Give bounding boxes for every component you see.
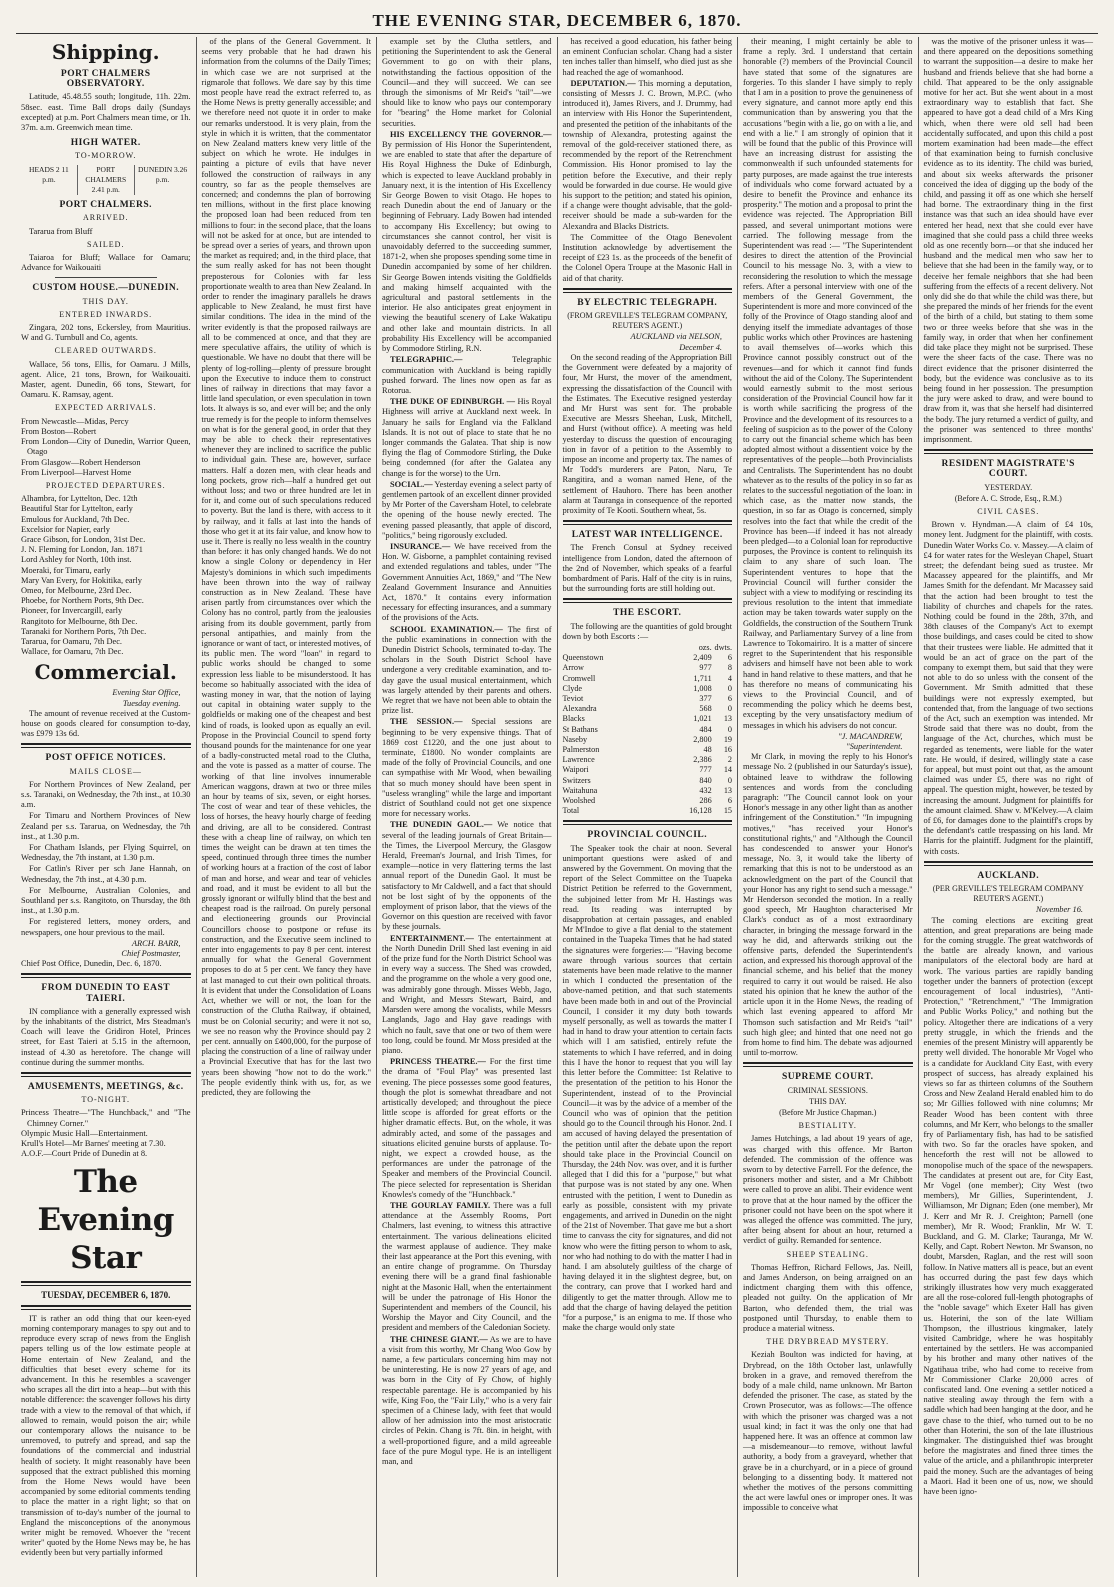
escort-table — [563, 643, 733, 816]
escort-dwts: 14 — [723, 765, 732, 775]
escort-place: Blacks — [562, 714, 585, 724]
projected-item: Mary Van Every, for Hokitika, early — [21, 575, 142, 585]
news-item-body: By permission of His Honor the Superintendent, we are enabled to state that after the departure of His Royal Highness the Duke of Edinburgh, which is expected to leave Auckland probably in January next, it is the intention of His Excellency Sir George Bowen to visit Otago. He hopes to reach Dunedin about the end of January or the beginning of February. Lady Bowen had intended to accompany His Excellency; but owing to circumstances she cannot control, her visit is unavoidably deferred to the succeeding summer, 1871-2, when she proposes spending some time in Dunedin accompanied by some of her children. Sir George Bowen intends visiting the Goldfields and making himself acquainted with the agricultural and pastoral settlements in the interior. He also anticipates great enjoyment in viewing the beautiful scenery of Lake Wakatipu and other lake and mountain districts. In all probability His Excellency will be accompanied by Commodore Stirling, R.N. — [382, 140, 552, 354]
observatory-text: Latitude, 45.48.55 south; longitude, 11h. 22m. 58sec. east. Time Ball drops daily (Sundays excepted) at p.m. Port Chalmers mean time, or 1h. 37m. a.m. Greenwich mean time. — [21, 92, 191, 133]
news-item-body: The first of the public examinations in connection with the Dunedin District Schools, terminated to-day. The scholars in the South District School have undergone a very creditable examination, and to-day gave the usual musical entertainment, which was largely attended by their parents and others. We regret that we have not been able to obtain the prize list. — [382, 624, 552, 716]
telegraph-place: AUCKLAND via NELSON, — [630, 332, 722, 342]
divider — [21, 1305, 191, 1310]
escort-place: Waipori — [562, 765, 589, 775]
news-item — [382, 820, 552, 932]
escort-ozs: 2,409 — [693, 653, 712, 663]
escort-dwts: 13 — [723, 714, 732, 724]
projected-item: Lord Ashley for North, 10th inst. — [21, 555, 132, 565]
news-item-lead: HIS EXCELLENCY THE GOVERNOR.— — [390, 129, 552, 139]
post-item: For Catlin's River per sch Jane Hannah, on Wednesday, the 7th inst., at 4.30 p.m. — [21, 864, 191, 884]
divider — [21, 1072, 191, 1077]
escort-row — [563, 796, 733, 806]
divider — [21, 743, 191, 748]
news-item-body: As we are to have a visit from this worthy, Mr Chang Woo Gow by name, a few particulars concerning him may not be uninteresting. He is now 27 years of age, and was born in the City of Fy Chow, of highly respectable parentage. He is accompanied by his wife, King Foo, the "Fair Lily," who is a very fair specimen of a Chinese lady, with feet that would allow of her admission into the most aristocratic circles of Pekin. Chang is 7ft. 8in. in height, with a well-proportioned figure, and a mild agreeable face of the pure Mogul type. He is an intelligent man, and — [382, 1334, 552, 1467]
escort-row — [563, 684, 733, 694]
escort-ozs: 1,008 — [693, 683, 712, 693]
tide-table — [21, 165, 191, 196]
projected-item: Phoebe, for Northern Ports, 9th Dec. — [21, 596, 144, 606]
escort-place: Woolshed — [562, 796, 596, 806]
divider — [924, 449, 1094, 454]
escort-ozs: 2,386 — [693, 755, 712, 765]
column-4 — [558, 37, 739, 1577]
post-item: For Timaru and Northern Provinces of New Zealand per s.s. Tararua, on Wednesday, the 7th inst., at 1.30 p.m. — [21, 811, 191, 841]
news-item-body: The entertainment at the North Dunedin Drill Shed last evening in aid of the prize fund for the North District School was in every way a success. The Shed was crowded, and the programme on the whole a very good one, was admirably gone through. Misses Webb, Jago, and Wright, and Messrs Stewart, Baird, and Marsden were among the vocalists, while Messrs Langlands, Jago and Hay gave readings with which no fault, save that one or two of them were too long, could be found. Mr Moss presided at the piano. — [382, 933, 552, 1055]
amusement-item: Princess Theatre—"The Hunchback," and "The Chimney Corner." — [21, 1108, 191, 1128]
page-masthead: THE EVENING STAR, DECEMBER 6, 1870. — [372, 11, 742, 30]
news-item — [382, 355, 552, 396]
column-3 — [377, 37, 558, 1577]
benevolent-notice: The Committee of the Otago Benevolent Institution acknowledge by advertisement the receipt of £23 1s. as the proceeds of the benefit of the Colonel Opera Troupe at the Masonic Hall in aid of that charity. — [562, 232, 732, 283]
magistrate-label: (Before A. C. Strode, Esq., R.M.) — [954, 493, 1062, 503]
customs-heading: CUSTOM HOUSE.—DUNEDIN. — [32, 283, 180, 294]
amusement-item: A.O.F.—Court Pride of Dunedin at 8. — [21, 1149, 148, 1159]
sailed-text: Taiaroa for Bluff; Wallace for Oamaru; Advance for Waikouaiti — [21, 253, 191, 273]
tonight-label: TO-NIGHT. — [81, 1095, 130, 1105]
commercial-title: Commercial. — [34, 660, 177, 685]
tide-dunedin: DUNEDIN 3.26 p.m. — [137, 164, 188, 184]
amusement-item: Krull's Hotel—Mr Barnes' meeting at 7.30. — [21, 1139, 166, 1149]
column-2 — [197, 37, 378, 1577]
case-text-continued: was the motive of the prisoner unless it was—and there appeared on the depositions something to warrant the supposition—a desire to make her husband and friends believe that she had borne a child. That appeared to be the only assignable motive for her act. But she went about in a most extraordinary way to establish that fact. She appeared to have got a dead child of a Mrs King which, when there were old sell had been accidentally suffocated, and upon this child a post mortem examination had been made—the effect of that examination being to furnish conclusive evidence as to its identity. The child was buried, and about six weeks afterwards the prisoner conceived the idea of digging up the body of the child, and passing it off as one which she herself had borne. The extraordinary thing in the first instance was that such an idea should have ever entered her head, next that she could ever have imagined that she could pass a child three weeks old as one recently born—or that she induced her husband and the medical men who saw her to believe that she had been in the family way, or to deceive her female neighbors that she had been suffering from the effects of a recent delivery. Not only did she do that while the child was there, but she prepared the minds of her friends for the event of the birth of a child, but stating to them some two or three weeks before that she was in the family way, in order that when her confinement did take place they might not be surprised. These were the sheer facts of the case. There was no direct evidence that the prisoner disinterred the body, but the evidence was conclusive as to its being found in her possession. The presumption the jury were asked to draw, and were bound to draw from it, was that she herself had disinterred the body. The jury returned a verdict of guilty, and the prisoner was sentenced to three months' imprisonment. — [923, 37, 1093, 444]
provincial-council-heading: PROVINCIAL COUNCIL. — [587, 830, 708, 841]
escort-dwts: 19 — [723, 734, 732, 744]
projected-item: Rangitoto for Melbourne, 8th Dec. — [21, 616, 138, 626]
escort-place: Palmerston — [562, 745, 600, 754]
escort-row — [563, 704, 733, 714]
projected-item: Grace Gibson, for London, 31st Dec. — [21, 534, 146, 544]
escort-intro: The following are the quantities of gold brought down by both Escorts :— — [562, 621, 732, 641]
escort-place: Clyde — [562, 683, 583, 693]
expected-item: From Liverpool—Harvest Home — [21, 467, 132, 477]
editorial-continued: of the plans of the General Government. It seems very probable that he had drawn his information from the columns of the Daily Times; in which case we are not surprised at the rigmarole that follows. We dare say by this time most people have read the extract referred to, as the Home News is pretty generally accessible; and we therefore need not quote it in order to make our remarks understood. It is very plain, from the style in which it is written, that the commentator on New Zealand matters knew very little of the subject on which he wrote. He indulges in painting a picture of evils that have never followed the construction of railways in any country, so far as the people themselves are concerned; and condemns the plan of borrowing ten millions, without in the first place knowing the proposed loan had been reduced from ten millions to four: in the second place, that the loans will not be asked for at once, but are intended to be spread over a series of years, and thrown upon the market as required; and, in the third place, that the sum really asked for has not been thought preposterous for Colonies with far less proportionate wealth to area than New Zealand. In order to render the imaginary parallels he draws applicable to New Zealand, he must first have similar conditions. The idea in the mind of the writer evidently is that the proposed railways are all to be commenced at once, and that they are mere speculative affairs, the utility of which is questionable. We have no doubt that there will be plenty of log-rolling—plenty of pressure brought upon the Executive to induce them to construct lines of railway in directions that may favor a little land speculation, or even speculation in town lots. It always is so, and ever will be; and the only true remedy is for the people to inform themselves on what is for the general good, in order that they may be able to check their representatives whenever they are inclined to sacrifice the public to individual gain. These are, however, surface matters. Half a dozen men, with clear heads and long pockets, grow rich—half a hundred get out without loss; and two or three hundred are let in for it, and come out of such speculations reduced to poverty. But the land is there, with access to it by railway, and it falls at last into the hands of those who get it at its fair value, and know how to use it. There is really no less wealth in the country than before: it has only changed hands. We do not know a single Colony or dependency in Her Majesty's dominions in which such impediments have been thrown into the way of railway construction as in New Zealand. These have arisen partly from circumstances over which the Colony has no control, partly from the jealousies arising from its double government, partly from personal antipathies, and mainly from the ignorance or want of tact, or interested motives, of its public men. The word "loan" in regard to public works should be changed to some expression less liable to be misunderstood. It has become so habitually associated with the idea of wasting money in war, that the notion of laying out capital in obtaining water supply to the goldfields or making one of the cheapest and best kind of roads, is looked upon as equally an evil. Propose in the Provincial Council to spend forty thousand pounds for the maintenance for one year of a badly-constructed metal road to the Clutha, and the vote is passed as a matter of course. The working of that line involves innumerable American waggons, drawn at two or three miles an hour by teams of six, seven, or eight horses. The cost of wear and tear of these vehicles, the loss of horses, the heavy hourly charge of feeding and driving, are all to be considered. Contrast these with a cheap line of railway, on which ten times the weight can be drawn at ten times the speed, continued through three times the number of working hours at a fraction of the cost of labor of man and horse, and wear and tear of vehicles and road, and it must be evident to all but the grossly ignorant or wilfully blind that the best and cheapest road is the railroad. On purely personal and electioneering grounds our Provincial Councillors choose to postpone or refuse its construction, and the Executive seem inclined to enter into engagements to pay 8 per cent. interest annually for what the General Government proposes to do at 5 per cent. We fancy they have at last managed to cut their own political throats. It is evident that under the Consolidation of Loans Act, whether we will or not, the loan for the construction of the Clutha Railway, if obtained, must be on Colonial security; and were it not so, we see no reason why the Province should pay 2 per cent. annually on £400,000, for the purpose of placing the construction of a line of railway under a Provincial Executive that has for the last two years been showing "how not to do the work." The people evidently think with us, for, as we predicted, they are following the — [201, 37, 371, 1097]
news-item-body: We have received from the Hon. W. Gisborne, a pamphlet containing revised and extended regulations and tables, under "The Government Annuities Act, 1869," and "The New Zealand Government Insurance and Annuities Act, 1870." It contains every information necessary for effecting insurances, and a summary of the provisions of the Acts. — [382, 541, 552, 623]
shipping-title: Shipping. — [51, 40, 160, 64]
news-item-lead: THE GOURLAY FAMILY. — [390, 1200, 491, 1210]
amusements-heading: AMUSEMENTS, MEETINGS, &c. — [27, 1082, 184, 1093]
civil-cases-text: Brown v. Hyndman.—A claim of £4 10s, money lent. Judgment for the plaintiff, with costs. Dunedin Water Works Co. v. Massey.—A claim of £4 for water rates for the Wesleyan Chapel, Stuart street; the defendant being sued as trustee. Mr Macassey appeared for the plaintiffs, and Mr James Smith for the defendant. Mr Macassey said that the action had been brought to test the liability of churches and chapels for the rates. Nothing could be found in the 28th, 37th, and 38th clauses of the Company's Act to exempt those buildings, and cases could be cited to show that their trustees were liable. He admitted that it would be an act of grace on the part of the company to exempt them, but said that they were not able to do so unless with the consent of the Government. Mr Smith admitted that these buildings were not expressly exempted, but contended that, from the language of two sections of the Act, such an exemption was intended. Mr Strode said that there was no doubt, from the language of the Act, churches, which must be regarded as tenements, were liable for the water rate. He would, if desired, willingly state a case for appeal, but must point out that, as the amount claimed was under £5, there was no right of appeal. The question might, however, be tested by increasing the amount. Judgment for plaintiffs for the amount claimed. Shaw v. M'Kelvey.—A claim of £6, for damages done to the plaintiff's crops by the defendant's cattle trespassing on his land. Mr Harris for the plaintiff. Judgment for the plaintiff, with costs. — [923, 520, 1093, 856]
divider — [55, 277, 157, 278]
escort-ozs: 377 — [699, 693, 712, 703]
news-item — [382, 934, 552, 1056]
escort-place: Waitahuna — [562, 785, 598, 795]
telegraph-date: December 4. — [679, 342, 722, 352]
telegraph-heading: BY ELECTRIC TELEGRAPH. — [577, 297, 718, 308]
escort-row — [563, 714, 733, 724]
post-item: For registered letters, money orders, and newspapers, one hour previous to the mail. — [21, 917, 191, 937]
escort-ozs: 432 — [699, 785, 712, 795]
war-text: The French Consul at Sydney received intelligence from London, dated the afternoon of the 2nd of November, which speaks of a fearful bombardment of Paris. Half of the city is in ruins, but the surrounding forts are still holding out. — [562, 543, 732, 594]
news-item-lead: TELEGRAPHIC.— — [390, 355, 463, 365]
column-5 — [738, 37, 919, 1577]
escort-dwts: 0 — [727, 683, 732, 693]
escort-place: St Bathans — [562, 724, 598, 734]
escort-ozs: 777 — [699, 765, 712, 775]
escort-row — [563, 725, 733, 735]
editorial-end: example set by the Clutha settlers, and petitioning the Superintendent to ask the General Government to go on with their plans, notwithstanding the factious opposition of the Council—and they will succeed. We can see through the simonisms of Mr Reid's "tail"—we should like to know who pays our contemporary for "bearing" the Home market for Colonial securities. — [382, 37, 552, 128]
editorial-text: IT is rather an odd thing that our keen-eyed morning contemporary manages to spy out and to reproduce every scrap of news from the English papers telling us of the low estimate people at Home entertain of New Zealand, and the difficulties that beset every scheme for its advancement. In this he resembles a scavenger who scrapes all the dirt into a heap—but with this notable difference: the scavenger follows his dirty trade with a view to the removal of that which, if allowed to remain, would poison the air; while our contemporary allows the nuisance to be unremoved, to putrefy and spread, and sap the foundations of the commercial and industrial health of society. It might reasonably have been supposed that the extract published this morning from the Home News would have been accompanied by some editorial comments tending to place the matter in a right light; so that on transmission of to-day's number of the journal to England the misconceptions of the anonymous writer might be removed. Whoever the "recent writer" quoted by the Home News may be, he has evidently been but very partially informed — [21, 1313, 191, 1558]
projected-item: J. N. Fleming for London, Jan. 1871 — [21, 545, 143, 555]
case-text: Keziah Boulton was indicted for having, at Drybread, on the 18th October last, unlawfully broken in a grave, and removed therefrom the body of a male child, name unknown. Mr Barton defended the prisoner. The case, as stated by the Crown Prosecutor, was as follows:—The offence with which the prisoner was charged was a not usual kind; in fact it was the only one that had happened here. It was an offence at common law—a misdemeanour—to remove, without lawful authority, a body from a graveyard, whether that grave be in a churchyard, or in a piece of ground belonging to a dissenting body. It mattered not whether the motives of the persons committing the act were lawful ones or improper ones. It was impossible to conceive what — [743, 1350, 913, 1513]
escort-dwts: 6 — [727, 693, 732, 703]
news-item-body: We notice that several of the leading journals of Great Britain—the Times, the Liverpool Mercury, the Glasgow Herald, Freeman's Journal, and Irish Times, for example—notice in very flattering terms the last annual report of the Dunedin Gaol. It must be satisfactory to Mr Caldwell, and a fact that should not be lost sight of by the opponents of the employment of prison labor, that the views of the Governor on this question are received with favor by these journals. — [382, 820, 552, 932]
news-item — [382, 1201, 552, 1334]
escort-place: Cromwell — [562, 673, 596, 683]
escort-dwts: 16 — [723, 745, 732, 754]
escort-place: Switzers — [562, 775, 591, 785]
escort-row — [563, 755, 733, 765]
tide-port-chalmers: PORT CHALMERS 2.41 p.m. — [78, 165, 135, 196]
editorial-date: TUESDAY, DECEMBER 6, 1870. — [41, 1290, 171, 1301]
escort-place: Naseby — [562, 734, 588, 744]
news-item-body: For the first time the drama of "Foul Play" was presented last evening. The piece possesses some good features, though the plot is somewhat threadbare and not artistically developed; and throughout the piece little scope is afforded for great efforts or the higher dramatic effects. But, on the whole, it was admirably acted, and some of the passages and situations elicited genuine bursts of applause. To-night, we expect a crowded house, as the performances are under the patronage of the Speaker and members of the Provincial Council. The piece selected for representation is Sheridan Knowles's comedy of the "Hunchback." — [382, 1057, 552, 1199]
escort-row — [563, 663, 733, 673]
column-6 — [919, 37, 1099, 1577]
escort-row — [563, 735, 733, 745]
escort-ozs: 48 — [703, 745, 712, 754]
escort-total-ozs: 16,128 — [689, 806, 712, 816]
sailed-label: SAILED. — [87, 239, 125, 249]
this-day-label: THIS DAY. — [809, 1096, 847, 1106]
news-item-lead: SCHOOL EXAMINATION.— — [390, 624, 503, 634]
criminal-sessions-label: CRIMINAL SESSIONS. — [787, 1085, 868, 1095]
escort-dwts: 0 — [727, 775, 732, 785]
taieri-text: IN compliance with a generally expressed wish by the inhabitants of the district, Mrs Steadman's Coach will leave the Gridiron Hotel, Princes street, for East Taieri at 5.15 in the afternoon, instead of 4.30 as heretofore. The change will continue during the summer months. — [21, 1006, 191, 1067]
escort-place: Lawrence — [562, 755, 595, 765]
news-item-lead: THE DUKE OF EDINBURGH. — — [390, 397, 516, 407]
news-item-body: This morning a deputation, consisting of Messrs J. C. Brown, M.P.C. (who introduced it), James Rivers, and J. Drummy, had an interview with His Honor the Superintendent, and presented the petition of the inhabitants of the township of Alexandra, protesting against the removal of the gold-receiver stationed there, as recommended by the report of the Retrenchment Commission. His Honor promised to lay the petition before the Executive, and their reply would be forwarded in due course. He would give his support to the petition; and stated his opinion, if a change were thought advisable, that the gold-receiver should be made a sub-warden for the Alexandra and Blacks Districts. — [562, 78, 732, 231]
escort-total-label: Total — [562, 806, 580, 816]
case-text: Thomas Heffron, Richard Fellows, Jas. Neill, and James Anderson, on being arraigned on an indictment charging them with this offence, pleaded not guilty. On the application of Mr Barton, who defended them, the trial was postponed until Thursday, to enable them to produce a material witness. — [743, 1262, 913, 1333]
projected-item: Tararua, for Oamaru, 7th Dec. — [21, 636, 123, 646]
escort-ozs: 1,711 — [693, 673, 712, 683]
column-1 — [16, 37, 197, 1577]
cleared-label: CLEARED OUTWARDS. — [54, 346, 157, 356]
escort-dwts: 6 — [727, 653, 732, 663]
postmaster-title: Chief Postmaster, — [121, 949, 181, 959]
auckland-date: November 16. — [1036, 905, 1083, 915]
escort-heading: THE ESCORT. — [613, 608, 682, 619]
escort-place: Arrow — [562, 663, 584, 673]
post-item: For Melbourne, Australian Colonies, and Southland per s.s. Rangitoto, on Thursday, the 8th inst., at 1.30 p.m. — [21, 885, 191, 916]
council-debate-text: Mr Clark, in moving the reply to his Honor's message No. 2 (published in our Saturday's issue), obtained leave to withdraw the following sentences and words from the concluding paragraph: "The Council cannot look on your Honor's message in any other light than as another infringement of the Constitution." "In impugning motives," "has received your Honor's constitutional rights," and "Although the Council has condescended to answer your Honor's message, No. 3, it would take the liberty of remarking that this is not to be understood as an acknowledgment on the part of the Council that your Honor has any right to send such a message." Mr Henderson seconded the motion. In a really good speech, Mr Haughton characterised Mr Clark's conduct as of a most extraordinary character, in bringing the message forward in the way he did, and afterwards striking out the offensive parts, defended the Superintendent's action, and expressed his thorough approval of the financial scheme, and his belief that the money required to carry it out would be raised. He also stated his opinion that he knew the author of the article upon it in the Home News, the reading of which last evening appeared to afford Mr Thomson such satisfaction and Mr Reid's "tail" such high glee; and hinted that one need not go from home to find him. The debate was adjourned until to-morrow. — [743, 752, 913, 1058]
judge-label: (Before Mr Justice Chapman.) — [779, 1107, 877, 1117]
commercial-text: The amount of revenue received at the Custom-house on goods cleared for consumption to-day, was £979 13s 6d. — [21, 708, 191, 739]
escort-dwts: 13 — [723, 785, 732, 795]
observatory-heading: PORT CHALMERS OBSERVATORY. — [60, 69, 151, 90]
news-item-lead: ENTERTAINMENT.— — [390, 933, 474, 943]
projected-item: Excelsior for Napier, early — [21, 524, 110, 534]
escort-dwts: 4 — [727, 673, 732, 683]
news-item — [382, 480, 552, 541]
resident-magistrate-heading: RESIDENT MAGISTRATE'S COURT. — [941, 459, 1075, 480]
this-day-label: THIS DAY. — [82, 296, 129, 306]
entered-label: ENTERED INWARDS. — [59, 309, 153, 319]
supreme-court-heading: SUPREME COURT. — [782, 1072, 874, 1083]
mails-close-label: MAILS CLOSE— — [69, 766, 142, 776]
masthead-rule — [16, 33, 1098, 34]
divider — [563, 520, 733, 525]
news-item — [382, 542, 552, 624]
projected-item: Omeo, for Melbourne, 23rd Dec. — [21, 585, 132, 595]
port-heading: PORT CHALMERS. — [59, 200, 153, 211]
news-item — [382, 1335, 552, 1468]
escort-ozs: 484 — [699, 724, 712, 734]
news-item — [382, 717, 552, 819]
case-heading: BESTIALITY. — [798, 1121, 857, 1131]
divider — [743, 1062, 913, 1067]
expected-item: From Glasgow—Robert Henderson — [21, 457, 141, 467]
divider — [21, 1281, 191, 1286]
escort-row — [563, 786, 733, 796]
escort-row — [563, 674, 733, 684]
projected-heading: PROJECTED DEPARTURES. — [45, 480, 166, 490]
escort-place: Queenstown — [562, 653, 604, 663]
news-item-lead: SOCIAL.— — [390, 479, 433, 489]
expected-heading: EXPECTED ARRIVALS. — [55, 403, 157, 413]
war-heading: LATEST WAR INTELLIGENCE. — [571, 530, 723, 541]
postmaster-name: ARCH. BARR, — [131, 938, 181, 948]
post-item: For Chatham Islands, per Flying Squirrel, on Wednesday, the 7th instant, at 1.30 p.m. — [21, 843, 191, 863]
escort-ozs: 286 — [699, 796, 712, 806]
escort-dwts: 0 — [727, 724, 732, 734]
news-item — [382, 397, 552, 479]
provincial-council-text: The Speaker took the chair at noon. Several unimportant questions were asked of and answered by the Government. On moving that the report of the Select Committee on the Tuapeka District Petition be referred to the Government, the subjoined letter from Mr H. Hastings was read. Its reading was interrupted by disapprobation at certain passages, and enabled Mr M'Indoe to give a flat denial to the statement contained in the Tuapeka Times that he had stated the signatures were forgeries:— "Having become aware through various sources that certain statements have been made relative to the manner in which I conducted the presentation of the above-named petition, and that such statements have been made both in and out of the Provincial Council, I consider it my duty both towards myself personally, as well as towards the matter I had in hand to draw your attention to certain facts which will I am satisfied, entirely refute the statements to which I have referred, and in doing this I have the honor to request that you will lay this letter before the Committee: 1st Relative to the presentation of the petition to his Honor the Superintendent, instead of to the Provincial Council—it was by the advice of a member of the Council who was of opinion that the petition should go to the Council through his Honor. 2nd. I am accused of having delayed the presentation of the petition until after the debate upon the report should take place in the Provincial Council on Thursday, the 24th Nov. was over, and it is further alleged that I did this for a "purpose," but what that purpose was is not stated by any one. When entrusted with the petition, I went to Dunedin as early as possible, consistent with my private engagements, and arrived in Dunedin on the night of the 21st of November. That gave me but a short time to canvass the city for signatures, and did not know who were the fitting person to whom to ask, nor who had nothing to do with the matter I had in hand. I am absolutely guiltless of the charge of having delayed it in the slightest degree, but, on the contrary, can prove that I worked hard and diligently to get the matter through. Allow me to add that the charge of having delayed the petition "for a purpose," is an enigma to me. If those who make the charge would only state — [562, 843, 732, 1333]
columns — [16, 37, 1098, 1577]
case-text: James Hutchings, a lad about 19 years of age, was charged with this offence. Mr Barton defended. The commission of the offence was sworn to by detective Farrell. For the defence, the prisoners mother and sister, and a Mr Chibbott were called to prove an alibi. Their evidence went to prove that at the hour named by the officer the prisoner could not have been on the spot where it was alleged the offence was committed. The jury, after being absent for about an hour, returned a verdict of guilty. Remanded for sentence. — [743, 1134, 913, 1246]
escort-dwts: 8 — [727, 663, 732, 673]
expected-item: From London—City of Dunedin, Warrior Queen, Otago — [21, 437, 191, 457]
projected-item: Moeraki, for Timaru, early — [21, 565, 111, 575]
amusement-item: Olympic Music Hall—Entertainment. — [21, 1128, 148, 1138]
chinese-giant-continued: has received a good education, his father being an eminent Confucian scholar. Chang had a sister ten inches taller than himself, who died just as she had reached the age of womanhood. — [562, 37, 732, 77]
projected-item: Taranaki for Northern Ports, 7th Dec. — [21, 626, 147, 636]
case-heading: SHEEP STEALING. — [786, 1249, 869, 1259]
escort-ozs: 977 — [699, 663, 712, 673]
news-item-lead: INSURANCE.— — [390, 541, 451, 551]
post-item: For Northern Provinces of New Zealand, per s.s. Taranaki, on Wednesday, the 7th inst., at 10.30 a.m. — [21, 779, 191, 810]
news-item — [382, 130, 552, 354]
newspaper-title: The Evening Star — [37, 1164, 174, 1277]
council-letter-continued: their meaning, I might certainly be able to frame a reply. 3rd. I understand that certain honorable (?) members of the Provincial Council have stated that some of the signatures are forgeries. To this slander I have simply to reply that I am in a position to prove the genuineness of every signature, and cannot more aptly end this communication than by answering you that the accusations "begin with a lie, go on with a lie, and end with a lie." I am strongly of opinion that it will be found that the public of this Province will have an increasing distrust for assisting the commonwealth if such unfounded statements for party purposes, are made against the true interests of individuals who come forward actuated by a desire to benefit the Province and enhance its prosperity." The motion and a proposal to print the evidence was rejected. The Appropriation Bill passed, and several unimportant motions were carried. The following message from the Superintendent was read :— "The Superintendent desires to direct the attention of the Provincial Council to his message No. 3, with a view to reconsidering the resolution to which the message refers. After a personal interview with one of the members of the General Government, the Superintendent is more and more convinced of the folly of the Province of Otago standing aloof and denying itself the immediate advantages of those public works which other Provinces are hastening to avail themselves of—works which this Province cannot possibly construct out of the revenues—and for which it cannot find funds without the aid of the Colony. The Superintendent would earnestly submit to the most serious consideration of the Provincial Council how far it is worth while sacrificing the progress of the Province and the development of its resources to a feeling of suspicion as to the power of the Colony to carry out the financial scheme which has been adopted almost without a dissentient voice by the representatives of the people—both Provincialists and Centralists. The Superintendent has no doubt whatever as to the results of the policy in so far as relates to the successful negotiation of the loan: in which case, as the matter now stands, the question, in so far as Otago is concerned, simply resolves into the fact that while the credit of the Province has been—if indeed it has not already been pledged—to a Colonial loan for reproductive purposes, the Province is content to relinquish its claim to any share of such loan. The Superintendent ventures to hope that the Provincial Council will further consider the subject with a view to modifying or rescinding its previous resolution to the intent that immediate action may be taken towards water supply on the Goldfields, the construction of the Southern Trunk Railway, and Parliamentary Survey of a line from Lawrence to Tokomairiro. It is a matter of sincere regret to the Superintendent that his responsible advisers and himself have not been able to work hand in hand relative to these matters, and that he has therefore no means of communicating his views to the Provincial Council, and of recommending the policy which he deems best, excepting by the very unsatisfactory medium of messages in which his advisers do not concur. — [743, 37, 913, 730]
auckland-heading: AUCKLAND. — [977, 870, 1040, 881]
telegraph-source: (FROM GREVILLE'S TELEGRAM COMPANY, REUTER'S AGENT.) — [567, 311, 728, 331]
superintendent-name: "J. MACANDREW, — [838, 731, 903, 741]
escort-row — [563, 745, 733, 755]
news-item-lead: THE DUNEDIN GAOL.— — [390, 820, 493, 830]
arrived-label: ARRIVED. — [82, 213, 129, 223]
escort-row — [563, 694, 733, 704]
entered-text: Zingara, 202 tons, Eckersley, from Mauritius. W and G. Turnbull and Co, agents. — [21, 323, 191, 343]
escort-dwts: 6 — [727, 796, 732, 806]
divider — [21, 973, 191, 978]
taieri-heading: FROM DUNEDIN TO EAST TAIERI. — [41, 983, 171, 1004]
divider — [563, 820, 733, 825]
case-heading: THE DRYBREAD MYSTERY. — [766, 1337, 890, 1347]
news-item-body: There was a full attendance at the Assembly Rooms, Port Chalmers, last evening, to witness this attractive entertainment. The various delineations elicited the warmest applause of audience. They make their last appearance at the Port this evening, with an entire change of programme. On Thursday evening there will be a grand final fashionable night at the Masonic Hall, when the entertainment will be under the patronage of His Honor the Superintendent and members of the Council, his Worship the Mayor and City Council, and the president and members of the Caledonian Society. — [382, 1200, 552, 1333]
projected-item: Pioneer, for Invercargill, early — [21, 606, 123, 616]
escort-row — [563, 776, 733, 786]
news-item-body: Yesterday evening a select party of gentlemen partook of an excellent dinner provided by Mr Porter of the Caversham Hotel, to celebrate the opening of the house newly erected. The evening passed pleasantly, that apple of discord, "politics," being rigorously excluded. — [382, 479, 552, 540]
escort-row — [563, 765, 733, 775]
post-office-dateline: Chief Post Office, Dunedin, Dec. 6, 1870. — [21, 959, 162, 969]
news-item-body: Special sessions are beginning to be very expensive things. That of 1869 cost £1220, and the one just about to terminate, £1800. No wonder complaints are made of the folly of Provincial Councils, and one can sympathise with Mr Wood, when bewailing that so much money should have been spent in "useless wrangling" while the large and important district of Southland could not get one sixpence more for necessary works. — [382, 717, 552, 819]
news-item-body: Telegraphic communication with Auckland is being rapidly pushed forward. The lines now open as far as Rotorua. — [382, 355, 552, 395]
escort-dwts: 2 — [727, 755, 732, 765]
news-item-lead: THE CHINESE GIANT.— — [390, 1334, 488, 1344]
arrived-text: Tararua from Bluff — [29, 226, 93, 236]
escort-ozs: 1,021 — [693, 714, 712, 724]
news-item — [382, 1057, 552, 1200]
news-item-body: His Royal Highness will arrive at Auckland next week. In January he sails for England via the Falkland Islands. It is not out of place to state that he no longer commands the Galatea. That ship is now flying the flag of Commodore Stirling, the Duke being condemned (for after the Galatea any change is for the worse) to the Urn. — [382, 397, 552, 478]
news-item-lead: PRINCESS THEATRE.— — [390, 1057, 486, 1067]
auckland-text: The coming elections are exciting great attention, and great preparations are being made for the coming struggle. The great watchwords of the battle are already known, and various manipulators of the electoral body are hard at work. The various parties are rapidly banding together under the banners of protection (except encouragement of local industries), "Anti-Protection," "Retrenchment," "The Immigration and Public Works Policy," and nothing but the policy. Altogether there are indications of a very pretty struggle, in which the friends and the enemies of the present Ministry will apparently be pretty well divided. The honorable Mr Vogel who is a candidate for Auckland City East, with every prospect of success, has already explained his views so far as thirteen columns of the Southern Cross and New Zealand Herald enabled him to do so; Mr Gillies followed with nine columns; Mr Reader Wood has been content with three columns, and Mr Kerr, who belongs to the smaller fry of Parliamentary fish, has had to be satisfied with two. So far the oracles have spoken, and henceforth the rest will not be allowed to monopolise much of the space of the newspapers. The candidates at present out are, for City East, Mr Vogel (one member); City West (two members), Mr Gillies, Superintendent, J. Williamson, Mr Dignan; Eden (one member), Mr J. Kerr and Mr R. J. Creighton; Parnell (one member), Mr R. Wood; Franklin, Mr W. T. Buckland, and G. M. Clarke; Tauranga, Mr W. Kelly, and Capt. Robert Newton. Mr Swanson, no doubt, Marsden, Raglan, and the rest will soon follow. In Native matters all is peace, but an event has occurred during the past few days which strikingly illustrates how very much exaggerated are all the rose-colored full-length photographs of the "noble savage" which Exeter Hall has given us. Hoterini, the son of the late William Thompson, the illustrious kingmaker, lately visited Cambridge, where he was hospitably entertained by the settlers. He was accompanied by his brother and many other natives of the Ngatihaua tribe, who had come to receive from Mr Commissioner Clarke 20,000 acres of confiscated land. One evening a settler noticed a native stealing away through the fern with a saddle which had been hanging at the door, and he gave chase to the thief, who turned out to be no other than Hoterini, the son of the late illustrious kingmaker. The distinguished thief was brought before the magistrates and fined three times the value of the article, and a philanthropic interpreter paid the money. Such are the advantages of being a Maori. Had it been one of us, now, we should have been igno- — [923, 915, 1093, 1497]
cleared-text: Wallace, 56 tons, Ellis, for Oamaru. J Mills, agent. Alice, 21 tons, Brown, for Waikouaiti. Master, agent. Dunedin, 66 tons, Stewart, for Oamaru. K. Ramsay, agent. — [21, 359, 191, 400]
escort-ozs: 2,800 — [693, 734, 712, 744]
news-item — [563, 79, 733, 232]
divider — [563, 598, 733, 603]
escort-place: Teviot — [562, 693, 584, 703]
post-office-heading: POST OFFICE NOTICES. — [45, 753, 166, 764]
news-item-lead: THE SESSION.— — [390, 717, 463, 727]
escort-total-dwts: 15 — [723, 806, 732, 816]
auckland-source: (PER GREVILLE'S TELEGRAM COMPANY REUTER'S AGENT.) — [932, 884, 1084, 904]
civil-cases-label: CIVIL CASES. — [977, 506, 1040, 516]
projected-item: Alhambra, for Lyttelton, Dec. 12th — [21, 494, 138, 504]
expected-item: From Newcastle—Midas, Percy — [21, 416, 129, 426]
escort-ozs: 568 — [699, 704, 712, 714]
projected-item: Beautiful Star for Lyttelton, early — [21, 504, 133, 514]
commercial-office: Evening Star Office, — [112, 688, 181, 698]
expected-item: From Boston—Robert — [21, 426, 97, 436]
escort-unit-ozs: ozs. — [698, 642, 712, 652]
escort-row — [563, 653, 733, 663]
escort-place: Alexandra — [562, 704, 597, 714]
superintendent-title: "Superintendent. — [846, 742, 903, 752]
news-item — [382, 625, 552, 717]
escort-unit-dwts: dwts. — [714, 642, 732, 652]
tomorrow-label: TO-MORROW. — [75, 151, 137, 161]
yesterday-label: YESTERDAY. — [984, 482, 1033, 492]
divider — [924, 861, 1094, 866]
high-water-heading: HIGH WATER. — [70, 138, 141, 149]
projected-item: Wallace, for Oamaru, 7th Dec. — [21, 647, 124, 657]
tide-heads: HEADS 2 11 p.m. — [21, 165, 78, 196]
divider — [563, 288, 733, 293]
commercial-day: Tuesday evening. — [122, 698, 181, 708]
projected-item: Emulous for Auckland, 7th Dec. — [21, 514, 130, 524]
escort-total-row — [563, 806, 733, 816]
escort-units-row — [563, 643, 733, 653]
news-item-lead: DEPUTATION.— — [570, 78, 636, 88]
escort-dwts: 0 — [727, 704, 732, 714]
telegraph-text: On the second reading of the Appropriation Bill the Government were defeated by a majority of four, Mr Hurst, the mover of the amendment, expressing the dissatisfaction of the Council with the Estimates. The Executive resigned yesterday and Mr Hurst was sent for. The probable Executive are Messrs Sheehan, Lusk, Mitchell, and Hurst (without office). A meeting was held yesterday to discuss the question of encouraging tion in favor of a petition to the Assembly to impose an income and property tax. The names of Mr Todd's murderers are Paton, Naru, Te Rangitira, and a woman named Hene, of the settlement of Hauhoro. There has been another alarm at Tauranga in consequence of the reported proximity of Te Kooti. Southern wheat, 5s. — [562, 352, 732, 515]
escort-ozs: 840 — [699, 775, 712, 785]
